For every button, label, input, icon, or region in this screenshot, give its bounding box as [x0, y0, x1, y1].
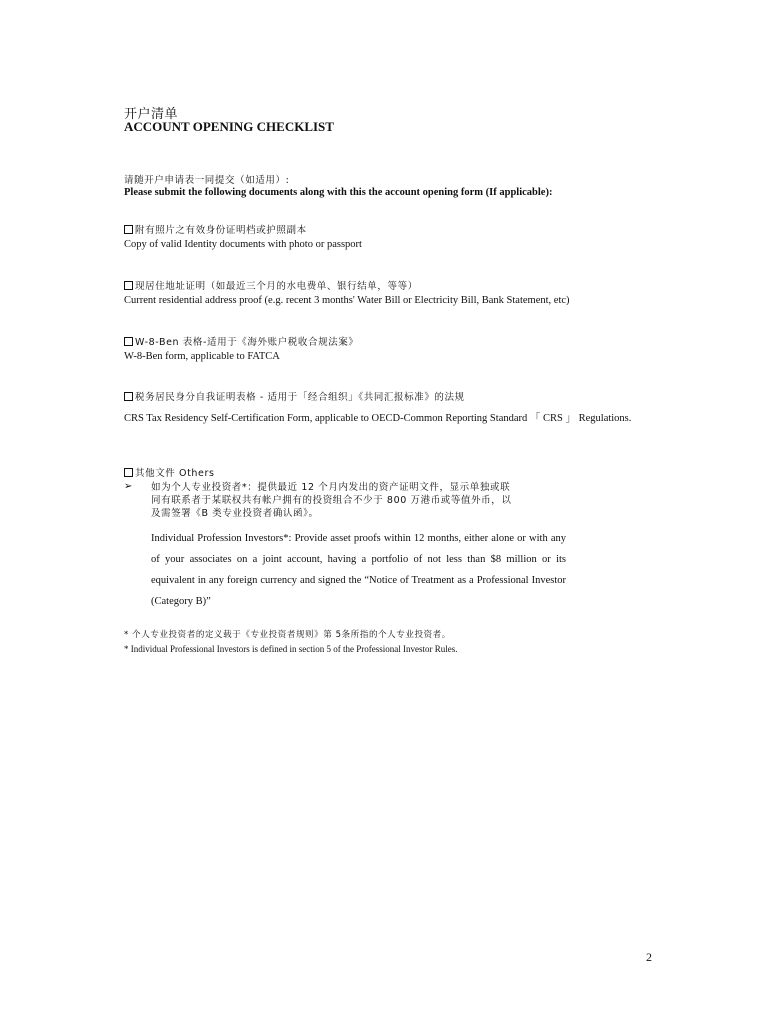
- bullet-chinese-line: 同有联系者于某联权共有帐户拥有的投资组合不少于 800 万港币或等值外币，以: [151, 495, 512, 506]
- bullet-body: [151, 481, 571, 612]
- item-label-chinese: 其他文件 Others: [135, 468, 215, 479]
- footnote-chinese: * 个人专业投资者的定义载于《专业投资者规则》第 5条所指的个人专业投资者。: [124, 630, 451, 640]
- item-label-chinese: 现居住地址证明（如最近三个月的水电费单、银行结单，等等）: [135, 281, 418, 292]
- footnote-english: * Individual Professional Investors is defined in section 5 of the Professional Investor Rules.: [124, 644, 458, 654]
- title-english: ACCOUNT OPENING CHECKLIST: [124, 119, 334, 134]
- page-number: 2: [646, 950, 652, 964]
- bullet-chinese-line: 及需签署《B 类专业投资者确认函》。: [151, 508, 319, 519]
- intro-chinese: 请随开户申请表一同提交（如适用）:: [124, 175, 290, 186]
- bullet-english-text: Individual Profession Investors*: Provide asset proofs within 12 months, either alone or with any of your associates on a joint account, having a portfolio of not less than $8 million or its equivalent in any foreign currency and signed the “Notice of Treatment as a Professional Investor (Category B)”: [151, 533, 566, 607]
- item-label-english: W-8-Ben form, applicable to FATCA: [124, 351, 280, 362]
- checklist-item-address-proof: [124, 278, 570, 306]
- item-label-chinese: W-8-Ben 表格-适用于《海外账户税收合规法案》: [135, 337, 359, 348]
- checklist-item-others: [124, 465, 215, 479]
- checkbox[interactable]: [124, 225, 133, 234]
- checklist-item-w8ben: [124, 334, 359, 362]
- item-label-english: Copy of valid Identity documents with photo or passport: [124, 239, 362, 250]
- arrow-bullet-icon: ➢: [124, 481, 133, 492]
- checkbox[interactable]: [124, 392, 133, 401]
- checkbox[interactable]: [124, 468, 133, 477]
- checklist-item-crs: [124, 389, 634, 427]
- bullet-chinese-line: 如为个人专业投资者*：提供最近 12 个月内发出的资产证明文件，显示单独或联: [151, 482, 511, 493]
- intro-english: Please submit the following documents along with this the account opening form (If applicable):: [124, 187, 553, 198]
- item-label-chinese: 附有照片之有效身份证明档或护照副本: [135, 225, 307, 236]
- title-chinese: 开户清单: [124, 107, 179, 122]
- checklist-item-identity: [124, 222, 362, 250]
- item-label-english: CRS Tax Residency Self-Certification Form, applicable to OECD-Common Reporting Standard 「 CRS 」 Regulations.: [124, 413, 632, 424]
- item-label-english: Current residential address proof (e.g. recent 3 months' Water Bill or Electricity Bill, Bank Statement, etc): [124, 295, 570, 306]
- checkbox[interactable]: [124, 281, 133, 290]
- checkbox[interactable]: [124, 337, 133, 346]
- item-label-chinese: 税务居民身分自我证明表格 - 适用于「经合组织」《共同汇报标准》的法规: [135, 392, 465, 403]
